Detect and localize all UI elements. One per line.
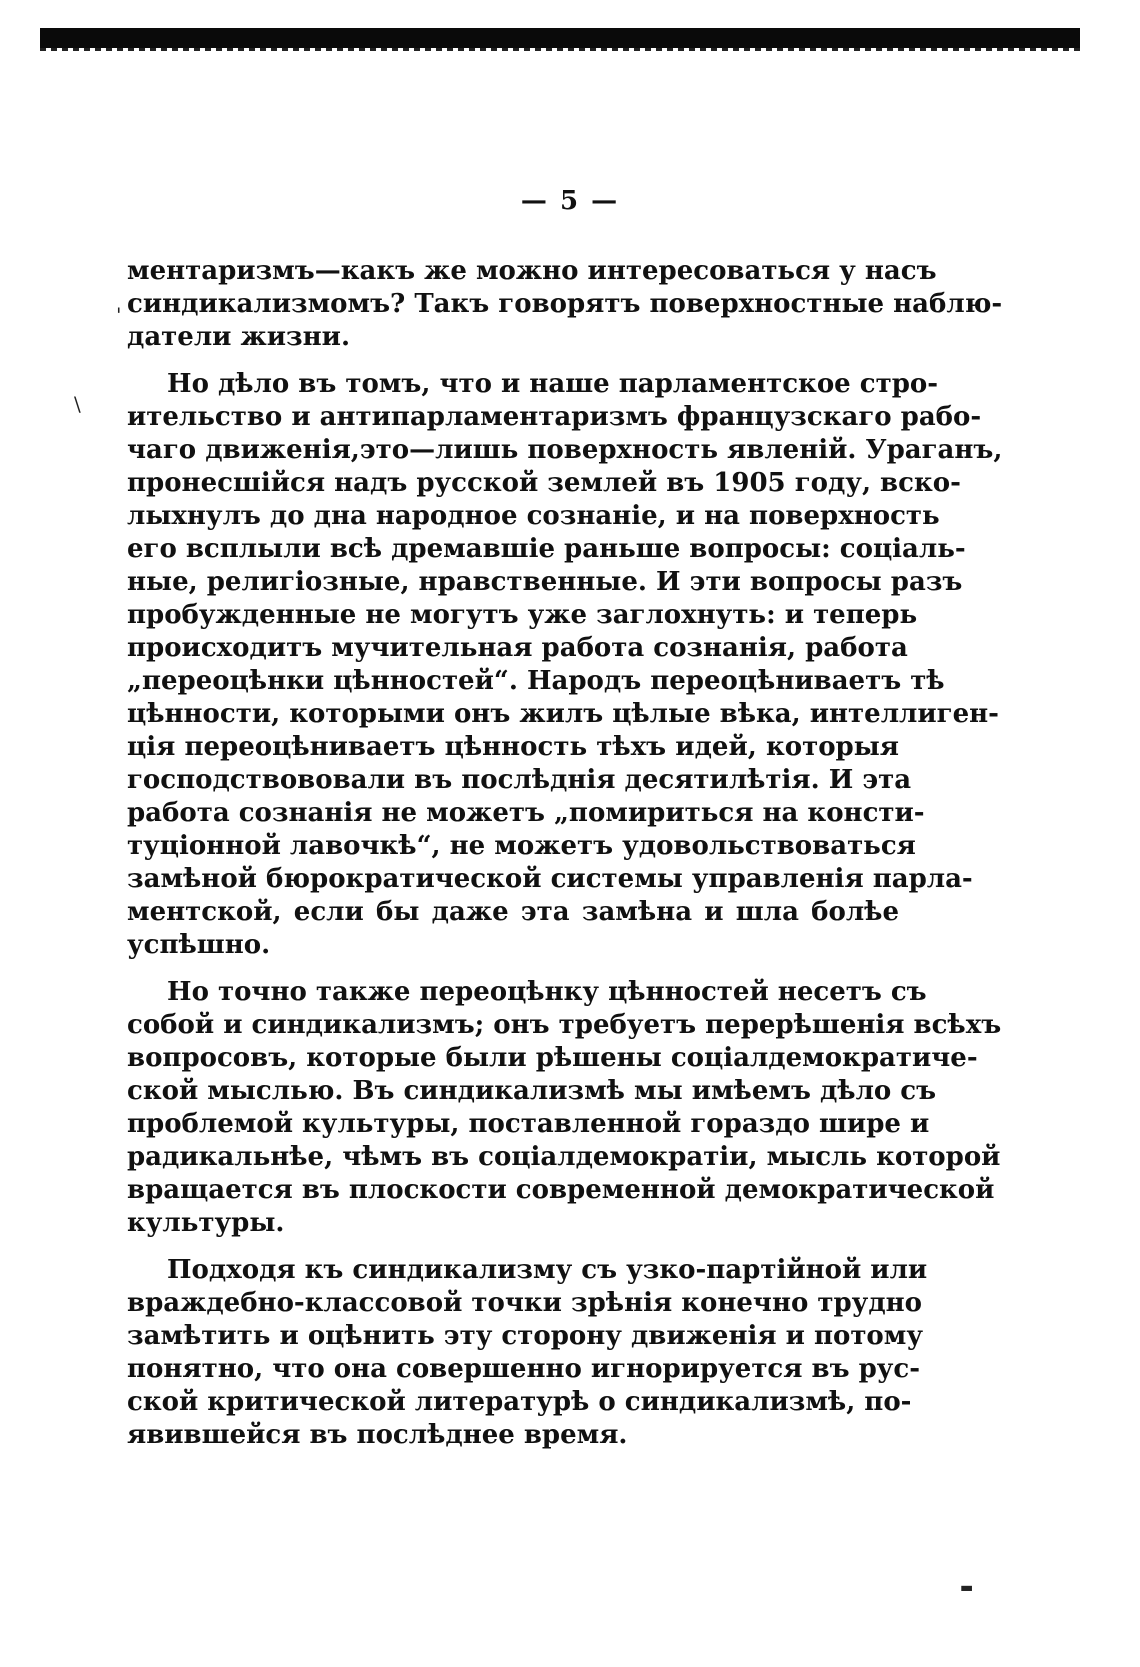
text-line: вращается въ плоскости современной демократической <box>127 1175 995 1205</box>
text-line: датели жизни. <box>127 322 350 352</box>
speck-mark: ▬ <box>960 1580 974 1596</box>
text-line: его всплыли всѣ дремавшіе раньше вопросы: соціаль- <box>127 534 966 564</box>
text-line: враждебно-классовой точки зрѣнія конечно трудно <box>127 1288 923 1318</box>
text-line: „переоцѣнки цѣнностей“. Народъ переоцѣниваетъ тѣ <box>127 666 945 696</box>
text-line: вопросовъ, которые были рѣшены соціалдемократиче- <box>127 1043 978 1073</box>
top-border-rule <box>40 28 1080 48</box>
paragraph-1 <box>127 255 1003 354</box>
text-line: радикальнѣе, чѣмъ въ соціалдемократіи, мысль которой <box>127 1142 1001 1172</box>
text-line: явившейся въ послѣднее время. <box>127 1420 628 1450</box>
text-line: цѣнности, которыми онъ жилъ цѣлые вѣка, интеллиген- <box>127 699 999 729</box>
text-line: замѣтить и оцѣнить эту сторону движенія и потому <box>127 1321 923 1351</box>
body-text <box>127 255 1003 1466</box>
text-line: лыхнулъ до дна народное сознаніе, и на поверхность <box>127 501 940 531</box>
text-line: Но точно также переоцѣнку цѣнностей несетъ съ <box>167 977 927 1007</box>
text-line: ментской, если бы даже эта замѣна и шла болѣе <box>127 897 899 927</box>
text-line: ительство и антипарламентаризмъ французскаго рабо- <box>127 402 982 432</box>
text-line: происходитъ мучительная работа сознанія, работа <box>127 633 908 663</box>
text-line: замѣной бюрократической системы управленія парла- <box>127 864 973 894</box>
text-line: ные, религіозные, нравственные. И эти вопросы разъ <box>127 567 963 597</box>
text-line: Но дѣло въ томъ, что и наше парламентское стро- <box>167 369 939 399</box>
text-line: пробужденные не могутъ уже заглохнуть: и теперь <box>127 600 918 630</box>
paragraph-3 <box>127 976 1002 1240</box>
text-line: господствововали въ послѣднія десятилѣтія. И эта <box>127 765 912 795</box>
text-line: работа сознанія не можетъ „помириться на консти- <box>127 798 925 828</box>
text-line: чаго движенія,это—лишь поверхность явленій. Ураганъ, <box>127 435 1003 465</box>
text-line: пронесшійся надъ русской землей въ 1905 году, вско- <box>127 468 961 498</box>
text-line: синдикализмомъ? Такъ говорятъ поверхностные наблю- <box>127 289 1003 319</box>
text-line: культуры. <box>127 1208 285 1238</box>
text-line: понятно, что она совершенно игнорируется въ рус- <box>127 1354 921 1384</box>
text-line: ментаризмъ—какъ же можно интересоваться у насъ <box>127 256 937 286</box>
text-line: ція переоцѣниваетъ цѣнность тѣхъ идей, которыя <box>127 732 899 762</box>
text-line: проблемой культуры, поставленной гораздо шире и <box>127 1109 930 1139</box>
text-line: ской критической литературѣ о синдикализмѣ, по- <box>127 1387 912 1417</box>
text-line: успѣшно. <box>127 930 271 960</box>
text-line: Подходя къ синдикализму съ узко-партійной или <box>167 1255 928 1285</box>
margin-tick-mark: \ <box>74 392 81 416</box>
margin-tick-mark: ' <box>116 303 122 327</box>
text-line: туціонной лавочкѣ“, не можетъ удовольствоваться <box>127 831 916 861</box>
text-line: собой и синдикализмъ; онъ требуетъ перерѣшенія всѣхъ <box>127 1010 1002 1040</box>
paragraph-2 <box>127 368 1003 962</box>
text-line: ской мыслью. Въ синдикализмѣ мы имѣемъ дѣло съ <box>127 1076 937 1106</box>
paragraph-4 <box>127 1254 928 1452</box>
page-number: — 5 — <box>520 186 620 216</box>
